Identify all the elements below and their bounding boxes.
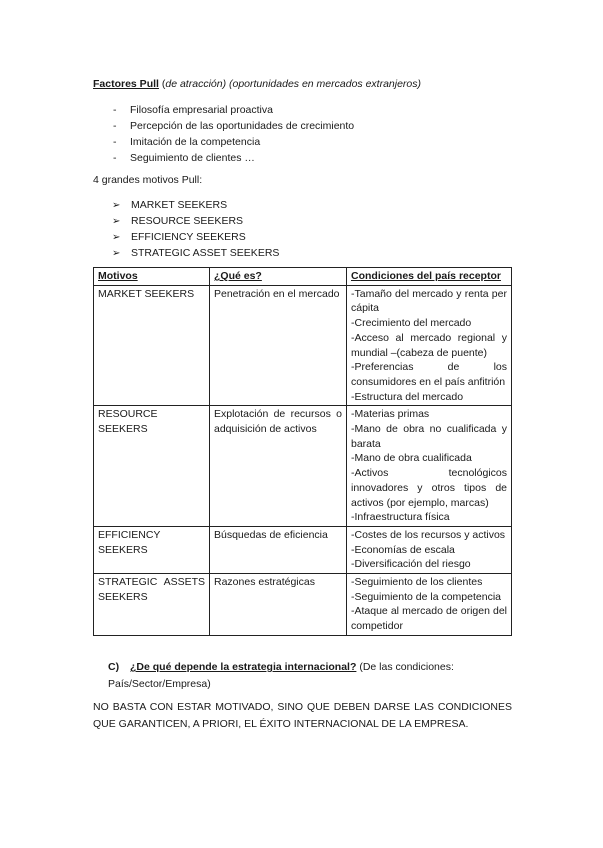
heading-title: Factores Pull: [93, 78, 159, 90]
heading-subtitle: de atracción) (oportunidades en mercados extranjeros): [165, 78, 422, 90]
pull-factors-heading: [93, 78, 421, 90]
what-cell: Explotación de recursos o adquisición de activos: [210, 406, 347, 527]
condition-item: -Crecimiento del mercado: [351, 317, 472, 330]
condition-item: -Materias primas: [351, 408, 430, 421]
motives-intro: 4 grandes motivos Pull:: [93, 174, 203, 186]
what-cell: Búsquedas de eficiencia: [210, 526, 347, 573]
what-cell: Razones estratégicas: [210, 574, 347, 636]
condition-item: -Seguimiento de los clientes: [351, 576, 483, 589]
section-letter: C): [108, 661, 120, 673]
condition-item: -Acceso al mercado regional y mundial –(cabeza de puente): [351, 331, 507, 359]
motive-cell: STRATEGIC ASSETS SEEKERS: [94, 574, 210, 636]
list-item: - Seguimiento de clientes …: [113, 152, 255, 164]
condition-item: -Activos tecnológicos innovadores y otros tipos de activos (por ejemplo, marcas): [351, 467, 507, 509]
heading-paren: (: [161, 78, 166, 90]
condition-item: -Seguimiento de la competencia: [351, 590, 502, 603]
motive-cell: RESOURCE SEEKERS: [94, 406, 210, 527]
arrow-bullet-icon: ➢: [112, 248, 121, 259]
table-row: [94, 285, 512, 406]
motives-list: [112, 197, 279, 261]
list-item: ➢ STRATEGIC ASSET SEEKERS: [112, 245, 279, 261]
list-item: ➢ EFFICIENCY SEEKERS: [112, 229, 279, 245]
list-item: ➢ MARKET SEEKERS: [112, 197, 279, 213]
section-note: (De las condiciones: País/Sector/Empresa): [108, 661, 454, 690]
condition-item: -Economías de escala: [351, 543, 455, 556]
motives-table: [93, 267, 512, 636]
table-row: [94, 406, 512, 527]
motive-cell: MARKET SEEKERS: [94, 285, 210, 406]
header-condiciones: Condiciones del país receptor: [347, 268, 512, 286]
dash-bullet: -: [113, 104, 117, 116]
condition-item: -Costes de los recursos y activos: [351, 528, 506, 541]
pull-factors-list: [113, 102, 354, 166]
motive-cell: EFFICIENCY SEEKERS: [94, 526, 210, 573]
list-item: - Imitación de la competencia: [113, 136, 261, 148]
dash-bullet: -: [113, 152, 117, 164]
list-item: - Filosofía empresarial proactiva: [113, 104, 273, 116]
conditions-cell: [347, 526, 512, 573]
condition-item: -Tamaño del mercado y renta per cápita: [351, 287, 507, 315]
dash-bullet: -: [113, 120, 117, 132]
conditions-cell: [347, 406, 512, 527]
conditions-cell: [347, 285, 512, 406]
condition-item: -Infraestructura física: [351, 511, 450, 524]
table-header-row: [94, 268, 512, 286]
arrow-bullet-icon: ➢: [112, 232, 121, 243]
condition-item: -Preferencias de los consumidores en el país anfitrión: [351, 361, 507, 388]
section-c: [108, 659, 512, 693]
header-que-es: ¿Qué es?: [210, 268, 347, 286]
header-motivos: Motivos: [94, 268, 210, 286]
table-row: [94, 574, 512, 636]
condition-item: -Mano de obra no cualificada y barata: [351, 423, 507, 450]
condition-item: -Estructura del mercado: [351, 390, 464, 403]
condition-item: -Diversificación del riesgo: [351, 558, 471, 571]
dash-bullet: -: [113, 136, 117, 148]
conditions-cell: [347, 574, 512, 636]
what-cell: Penetración en el mercado: [210, 285, 347, 406]
arrow-bullet-icon: ➢: [112, 200, 121, 211]
condition-item: -Mano de obra cualificada: [351, 452, 472, 465]
section-question: ¿De qué depende la estrategia internacional?: [130, 661, 357, 673]
arrow-bullet-icon: ➢: [112, 216, 121, 227]
list-item: ➢ RESOURCE SEEKERS: [112, 213, 279, 229]
condition-item: -Ataque al mercado de origen del competidor: [351, 605, 507, 633]
table-row: [94, 526, 512, 573]
closing-statement: NO BASTA CON ESTAR MOTIVADO, SINO QUE DEBEN DARSE LAS CONDICIONES QUE GARANTICEN, A PRIORI, EL ÉXITO INTERNACIONAL DE LA EMPRESA.: [93, 701, 512, 730]
list-item: - Percepción de las oportunidades de crecimiento: [113, 120, 355, 132]
